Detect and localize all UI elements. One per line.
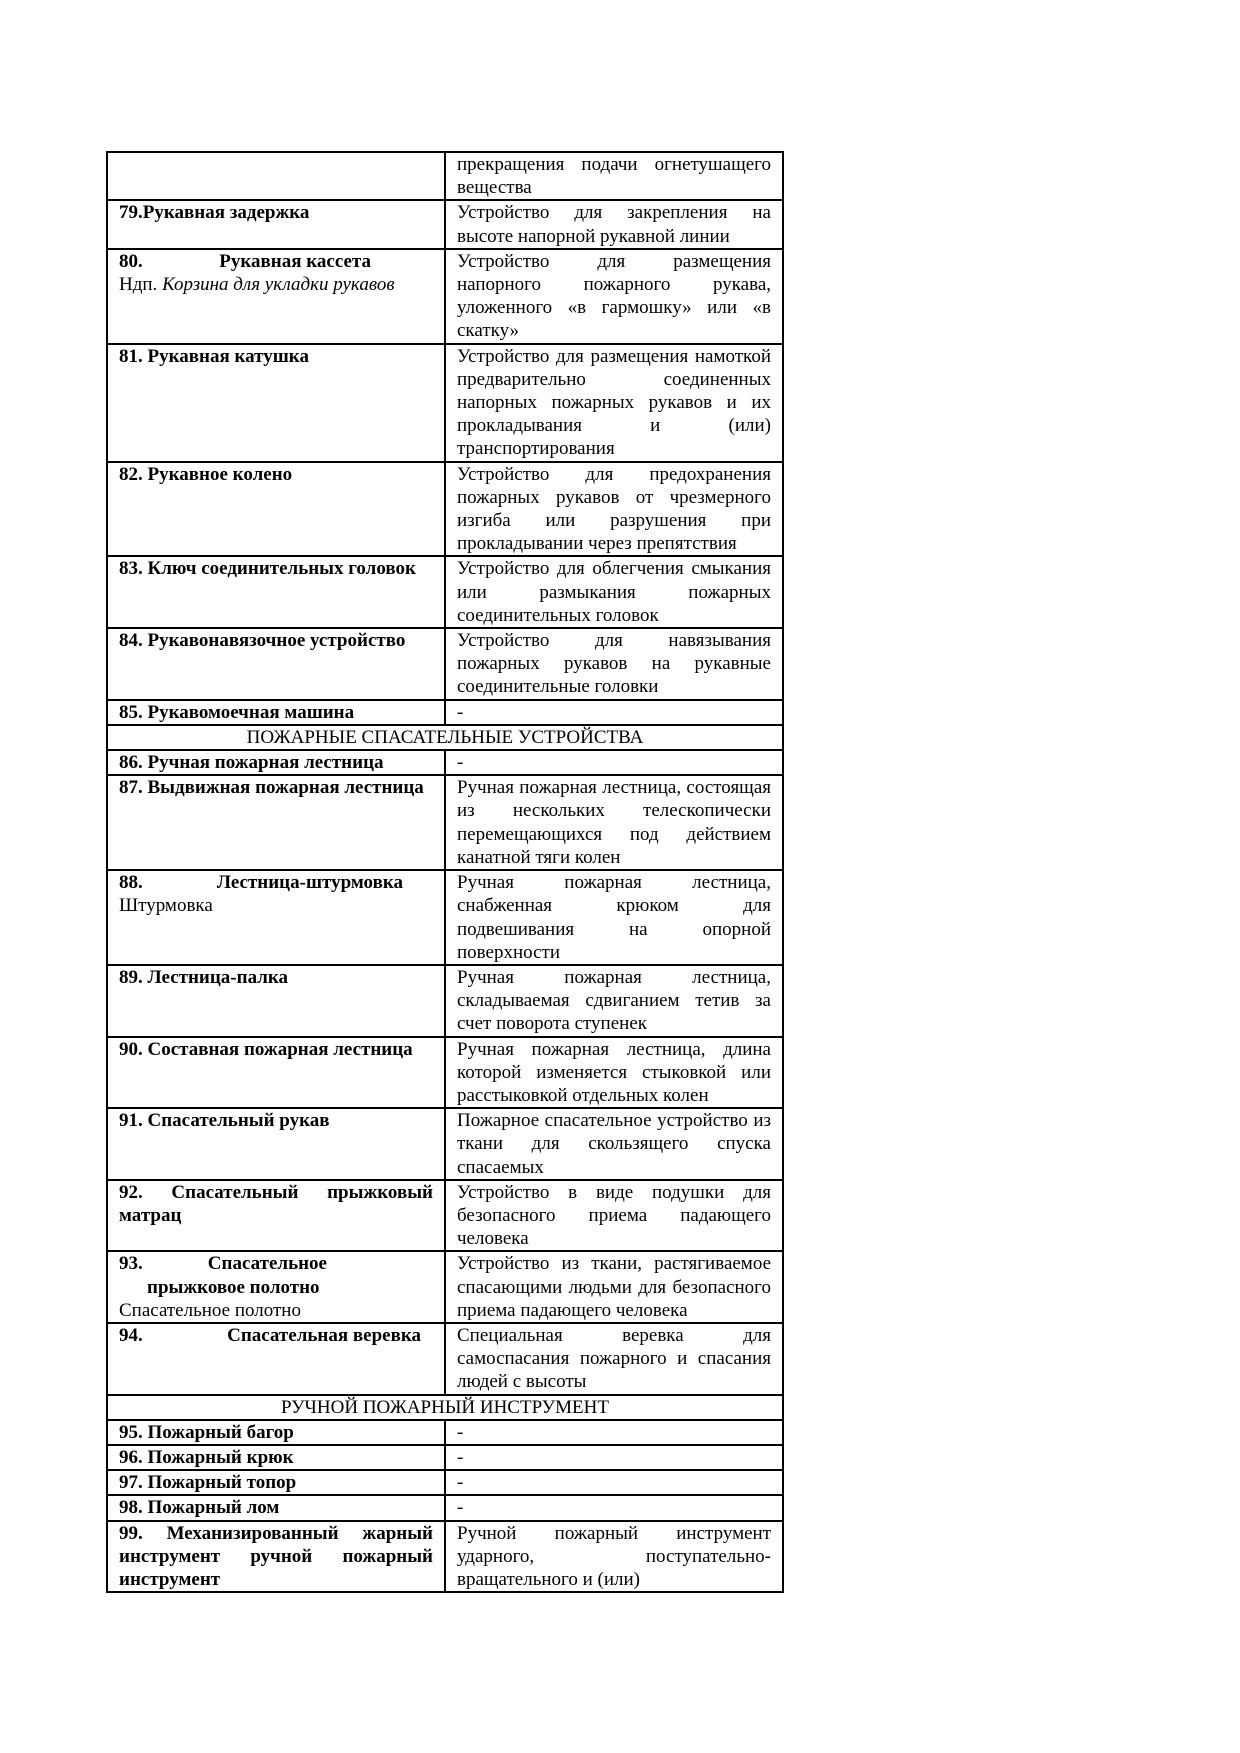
terms-table bbox=[106, 151, 784, 1593]
term-number: 94. bbox=[119, 1324, 143, 1346]
term-cell bbox=[107, 462, 445, 557]
term-name: Пожарный багор bbox=[147, 1421, 294, 1443]
term-cell bbox=[107, 152, 445, 200]
table-row bbox=[107, 750, 783, 775]
term-cell bbox=[107, 1495, 445, 1520]
definition-cell: прекращения подачи огнетушащего вещества bbox=[445, 152, 783, 200]
term-name: Лестница-палка bbox=[147, 966, 289, 988]
term-synonym: Спасательное полотно bbox=[119, 1299, 301, 1321]
table-row bbox=[107, 1445, 783, 1470]
table-row bbox=[107, 152, 783, 200]
definition-cell: Устройство для предохранения пожарных рукавов от чрезмерного изгиба или разрушения при прокладывании через препятствия bbox=[445, 462, 783, 557]
definition-cell: - bbox=[445, 700, 783, 725]
term-name: Спасательный прыжковый матрац bbox=[119, 1181, 433, 1226]
definition-cell: Ручная пожарная лестница, снабженная крюком для подвешивания на опорной поверхности bbox=[445, 870, 783, 965]
section-heading: РУЧНОЙ ПОЖАРНЫЙ ИНСТРУМЕНТ bbox=[107, 1395, 783, 1420]
term-cell bbox=[107, 870, 445, 965]
term-name: Рукавное колено bbox=[147, 463, 293, 485]
term-name: Пожарный топор bbox=[147, 1472, 297, 1494]
definition-cell: Устройство для закрепления на высоте напорной рукавной линии bbox=[445, 200, 783, 248]
definition-cell: - bbox=[445, 1470, 783, 1495]
table-row bbox=[107, 1180, 783, 1252]
term-number: 86. bbox=[119, 752, 143, 774]
term-number: 93. bbox=[119, 1253, 143, 1275]
term-number: 80. bbox=[119, 250, 143, 272]
term-cell bbox=[107, 556, 445, 628]
ndp-term: Корзина для укладки рукавов bbox=[162, 274, 395, 296]
term-cell bbox=[107, 1420, 445, 1445]
table-row bbox=[107, 556, 783, 628]
table-row bbox=[107, 870, 783, 965]
definition-cell: Устройство в виде подушки для безопасного приема падающего человека bbox=[445, 1180, 783, 1252]
term-number: 84. bbox=[119, 630, 143, 652]
definition-cell: Ручная пожарная лестница, длина которой изменяется стыковкой или расстыковкой отдельных колен bbox=[445, 1037, 783, 1109]
table-row bbox=[107, 200, 783, 248]
term-name: Рукавонавязочное устройство bbox=[147, 630, 406, 652]
table-row bbox=[107, 1037, 783, 1109]
definition-cell: Ручная пожарная лестница, состоящая из нескольких телескопически перемещающихся под действием канатной тяги колен bbox=[445, 775, 783, 870]
table-row bbox=[107, 1521, 783, 1593]
definition-cell: Устройство для навязывания пожарных рукавов на рукавные соединительные головки bbox=[445, 628, 783, 700]
term-cell bbox=[107, 965, 445, 1037]
term-name: Пожарный крюк bbox=[147, 1446, 294, 1468]
term-cell bbox=[107, 1323, 445, 1395]
section-heading: ПОЖАРНЫЕ СПАСАТЕЛЬНЫЕ УСТРОЙСТВА bbox=[107, 725, 783, 750]
table-row bbox=[107, 965, 783, 1037]
term-number: 98. bbox=[119, 1497, 143, 1519]
term-number: 95. bbox=[119, 1421, 143, 1443]
definition-cell: Пожарное спасательное устройство из ткани для скользящего спуска спасаемых bbox=[445, 1108, 783, 1180]
term-number: 90. bbox=[119, 1038, 143, 1060]
term-number: 97. bbox=[119, 1472, 143, 1494]
term-synonym: Штурмовка bbox=[119, 895, 213, 917]
table-row bbox=[107, 462, 783, 557]
table-row bbox=[107, 628, 783, 700]
term-number: 87. bbox=[119, 777, 143, 799]
term-number: 85. bbox=[119, 701, 143, 723]
table-row bbox=[107, 700, 783, 725]
term-name: Лестница-штурмовка bbox=[216, 872, 403, 894]
term-number: 91. bbox=[119, 1110, 143, 1132]
term-number: 88. bbox=[119, 872, 143, 894]
definition-cell: - bbox=[445, 1420, 783, 1445]
term-name: Выдвижная пожарная лестница bbox=[147, 777, 424, 799]
term-cell bbox=[107, 249, 445, 344]
term-name-continued: прыжковое полотно bbox=[147, 1276, 320, 1298]
term-name: Рукавная кассета bbox=[219, 250, 371, 272]
definition-cell: Устройство для размещения намоткой предварительно соединенных напорных пожарных рукавов и их прокладывания и (или) транспортирования bbox=[445, 344, 783, 462]
table-row bbox=[107, 1108, 783, 1180]
definition-cell: - bbox=[445, 750, 783, 775]
table-row bbox=[107, 1395, 783, 1420]
term-cell bbox=[107, 628, 445, 700]
term-cell bbox=[107, 344, 445, 462]
term-name: Рукавомоечная машина bbox=[147, 701, 355, 723]
ndp-label: Ндп. bbox=[119, 274, 158, 296]
term-number: 83. bbox=[119, 558, 143, 580]
term-cell bbox=[107, 1108, 445, 1180]
term-number: 89. bbox=[119, 966, 143, 988]
definition-cell: - bbox=[445, 1445, 783, 1470]
table-row bbox=[107, 725, 783, 750]
definition-cell: Устройство из ткани, растягиваемое спасающими людьми для безопасного приема падающего человека bbox=[445, 1251, 783, 1323]
table-row bbox=[107, 1470, 783, 1495]
table-row bbox=[107, 344, 783, 462]
term-number: 92. bbox=[119, 1181, 143, 1203]
table-row bbox=[107, 1323, 783, 1395]
definition-cell: Устройство для размещения напорного пожарного рукава, уложенного «в гармошку» или «в скатку» bbox=[445, 249, 783, 344]
term-cell bbox=[107, 750, 445, 775]
definition-cell: - bbox=[445, 1495, 783, 1520]
term-cell bbox=[107, 1180, 445, 1252]
term-name: Рукавная задержка bbox=[142, 202, 310, 224]
term-cell bbox=[107, 1037, 445, 1109]
term-name: Составная пожарная лестница bbox=[147, 1038, 413, 1060]
term-cell bbox=[107, 700, 445, 725]
term-number: 99. bbox=[119, 1522, 143, 1544]
definition-cell: Устройство для облегчения смыкания или размыкания пожарных соединительных головок bbox=[445, 556, 783, 628]
term-cell bbox=[107, 775, 445, 870]
term-cell bbox=[107, 200, 445, 248]
table-row bbox=[107, 249, 783, 344]
term-name: Спасательная веревка bbox=[227, 1324, 421, 1346]
table-row bbox=[107, 1420, 783, 1445]
term-name: Спасательное bbox=[207, 1253, 327, 1275]
table-row bbox=[107, 1495, 783, 1520]
term-name: Механизированный жарный инструмент ручной пожарный инструмент bbox=[119, 1522, 433, 1590]
term-cell bbox=[107, 1470, 445, 1495]
term-name: Пожарный лом bbox=[147, 1497, 280, 1519]
definition-cell: Ручная пожарная лестница, складываемая сдвиганием тетив за счет поворота ступенек bbox=[445, 965, 783, 1037]
definition-cell: Ручной пожарный инструмент ударного, поступательно-вращательного и (или) bbox=[445, 1521, 783, 1593]
term-name: Рукавная катушка bbox=[147, 345, 309, 367]
term-number: 81. bbox=[119, 345, 143, 367]
term-name: Ручная пожарная лестница bbox=[147, 752, 384, 774]
term-number: 79. bbox=[119, 202, 143, 224]
term-cell bbox=[107, 1251, 445, 1323]
term-cell bbox=[107, 1445, 445, 1470]
term-cell bbox=[107, 1521, 445, 1593]
term-number: 82. bbox=[119, 463, 143, 485]
definition-cell: Специальная веревка для самоспасания пожарного и спасания людей с высоты bbox=[445, 1323, 783, 1395]
term-number: 96. bbox=[119, 1446, 143, 1468]
table-row bbox=[107, 775, 783, 870]
table-row bbox=[107, 1251, 783, 1323]
term-name: Спасательный рукав bbox=[147, 1110, 330, 1132]
term-name: Ключ соединительных головок bbox=[147, 558, 416, 580]
